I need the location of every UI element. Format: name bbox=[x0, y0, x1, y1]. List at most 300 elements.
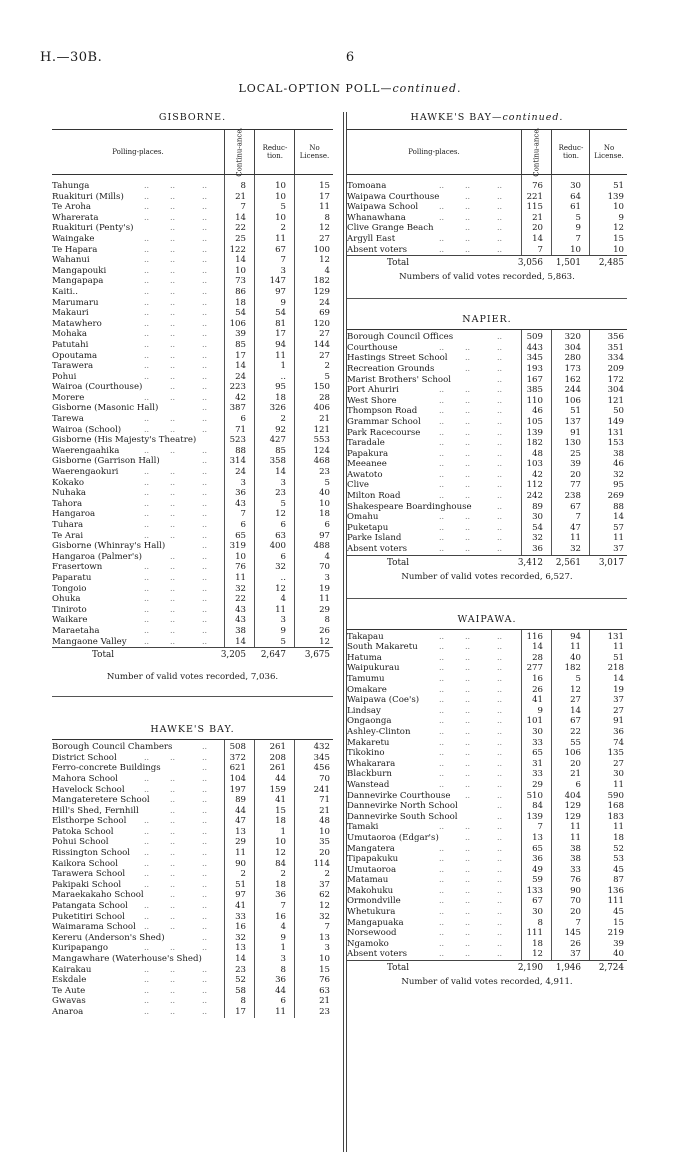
no-license-value: 121 bbox=[313, 424, 330, 435]
reduction-value: 1 bbox=[280, 361, 286, 372]
no-license-value: 488 bbox=[313, 541, 330, 552]
header-continuance-right: Continu-ance. bbox=[532, 127, 541, 177]
reduction-value: .. bbox=[280, 371, 286, 382]
reduction-value: 10 bbox=[275, 191, 286, 202]
continuance-value: 33 bbox=[532, 737, 543, 748]
reduction-value: 70 bbox=[570, 896, 581, 907]
polling-place-name: Mahora School bbox=[52, 773, 118, 784]
table-row: Tongoio .. .. .. 32 12 19 bbox=[52, 583, 330, 594]
napier-table bbox=[347, 329, 627, 554]
continuance-value: 101 bbox=[526, 716, 543, 727]
table-row: Waipawa School .. .. .. 115 61 10 bbox=[347, 202, 624, 213]
polling-place-name: Paparatu bbox=[52, 572, 92, 583]
reduction-value: 11 bbox=[275, 350, 286, 361]
section-title-gisborne: GISBORNE. bbox=[158, 112, 227, 123]
reduction-value: 261 bbox=[269, 763, 286, 774]
total-continuance: 3,412 bbox=[517, 557, 543, 568]
polling-place-name: Mangapouki bbox=[52, 265, 107, 276]
continuance-value: 43 bbox=[235, 604, 246, 615]
polling-place-name: Mangawhare (Waterhouse's Shed) bbox=[52, 954, 202, 964]
continuance-value: 111 bbox=[526, 928, 543, 939]
no-license-value: 10 bbox=[319, 954, 330, 964]
table-row: Thompson Road .. .. .. 46 51 50 bbox=[347, 406, 624, 417]
table-row: Puketitiri School .. .. .. 33 16 32 bbox=[52, 911, 330, 922]
table-row: Te Arai .. .. .. 65 63 97 bbox=[52, 530, 330, 541]
reduction-value: 47 bbox=[570, 522, 581, 533]
table-row: Morere .. .. .. 42 18 28 bbox=[52, 392, 330, 403]
no-license-value: 71 bbox=[319, 795, 330, 806]
reduction-value: 6 bbox=[575, 779, 581, 790]
polling-place-name: Kaiti.. bbox=[52, 286, 78, 297]
polling-place-name: Port Ahuriri bbox=[347, 385, 399, 396]
no-license-value: 11 bbox=[613, 642, 624, 653]
hawkes-bay-table bbox=[52, 739, 333, 1017]
no-license-value: 27 bbox=[319, 350, 330, 361]
no-license-value: 10 bbox=[319, 826, 330, 837]
no-license-value: 14 bbox=[613, 674, 624, 684]
reduction-value: 7 bbox=[280, 901, 286, 912]
no-license-value: 48 bbox=[319, 816, 330, 827]
no-license-value: 21 bbox=[319, 414, 330, 425]
reduction-value: 7 bbox=[280, 255, 286, 266]
no-license-value: 27 bbox=[613, 758, 624, 769]
total-continuance: 2,190 bbox=[517, 963, 543, 974]
table-row: Shakespeare Boardinghouse .. 89 67 88 bbox=[347, 501, 624, 512]
polling-place-name: Marist Brothers' School bbox=[347, 374, 451, 385]
document-reference: H.—30B. bbox=[40, 50, 103, 65]
no-license-value: 18 bbox=[319, 509, 330, 520]
waipawa-valid-votes: Number of valid votes recorded, 4,911. bbox=[401, 977, 573, 988]
polling-place-name: Hatuma bbox=[347, 652, 382, 663]
reduction-value: 12 bbox=[275, 509, 286, 520]
table-row: Taradale .. .. .. 182 130 153 bbox=[347, 438, 624, 449]
reduction-value: 427 bbox=[269, 435, 286, 446]
gisborne-total-row bbox=[52, 647, 333, 662]
table-row: Milton Road .. .. .. 242 238 269 bbox=[347, 491, 624, 502]
reduction-value: 14 bbox=[275, 467, 286, 478]
no-license-value: 88 bbox=[613, 501, 624, 512]
page-title-continued: continued. bbox=[392, 82, 462, 95]
table-row: Gwavas .. .. .. 8 6 21 bbox=[52, 996, 330, 1007]
reduction-value: 2 bbox=[280, 414, 286, 425]
no-license-value: 37 bbox=[613, 544, 624, 555]
polling-place-name: Te Arai bbox=[52, 530, 84, 541]
reduction-value: 11 bbox=[275, 233, 286, 244]
reduction-value: 23 bbox=[275, 488, 286, 499]
reduction-value: 30 bbox=[570, 181, 581, 191]
header-polling-places: Polling-places. bbox=[112, 147, 164, 156]
no-license-value: 23 bbox=[319, 1006, 330, 1017]
no-license-value: 4 bbox=[324, 551, 330, 562]
table-row: Eskdale .. .. .. 52 36 76 bbox=[52, 975, 330, 986]
continuance-value: 385 bbox=[526, 385, 543, 396]
table-row: Te Hapara .. .. .. 122 67 100 bbox=[52, 244, 330, 255]
continuance-value: 24 bbox=[235, 371, 246, 382]
polling-place-name: Ohuka bbox=[52, 594, 81, 605]
no-license-value: 153 bbox=[607, 438, 624, 449]
table-row: Makaretu .. .. .. 33 55 74 bbox=[347, 737, 624, 748]
continuance-value: 88 bbox=[235, 445, 246, 456]
continuance-value: 12 bbox=[532, 949, 543, 960]
reduction-value: 9 bbox=[575, 223, 581, 234]
continuance-value: 193 bbox=[526, 363, 543, 374]
continuance-value: 43 bbox=[235, 498, 246, 509]
table-row: Ruakituri (Penty's) .. .. 22 2 12 bbox=[52, 223, 330, 234]
table-row: Makohuku .. .. .. 133 90 136 bbox=[347, 885, 624, 896]
continuance-value: 33 bbox=[235, 911, 246, 922]
no-license-value: 27 bbox=[613, 705, 624, 716]
continuance-value: 76 bbox=[235, 562, 246, 573]
table-row: Wanstead .. .. .. 29 6 11 bbox=[347, 779, 624, 790]
reduction-value: 85 bbox=[275, 445, 286, 456]
polling-place-name: Tamumu bbox=[347, 674, 385, 684]
no-license-value: 45 bbox=[613, 907, 624, 918]
no-license-value: 553 bbox=[313, 435, 330, 446]
table-row: Mangapouki .. .. .. 10 3 4 bbox=[52, 265, 330, 276]
no-license-value: 356 bbox=[607, 332, 624, 343]
continuance-value: 197 bbox=[229, 784, 246, 795]
no-license-value: 12 bbox=[319, 223, 330, 234]
polling-place-name: Pakipaki School bbox=[52, 879, 122, 890]
continuance-value: 52 bbox=[235, 975, 246, 986]
continuance-value: 13 bbox=[235, 826, 246, 837]
section-title-hawkes-bay-main: HAWKE'S BAY— bbox=[410, 112, 503, 123]
polling-place-name: Puketitiri School bbox=[52, 911, 125, 922]
table-row: Maraetaha .. .. .. 38 9 26 bbox=[52, 625, 330, 636]
polling-place-name: Hastings Street School bbox=[347, 353, 448, 364]
table-row bbox=[52, 435, 333, 446]
section-rule bbox=[347, 598, 627, 599]
no-license-value: 2 bbox=[324, 869, 330, 880]
polling-place-name: Tomoana bbox=[347, 181, 387, 191]
no-license-value: 114 bbox=[313, 858, 330, 869]
reduction-value: 106 bbox=[564, 748, 581, 759]
no-license-value: 46 bbox=[613, 459, 624, 470]
polling-place-name: Te Hapara bbox=[52, 244, 98, 255]
continuance-value: 139 bbox=[526, 811, 543, 822]
no-license-value: 69 bbox=[319, 308, 330, 319]
polling-place-name: Grammar School bbox=[347, 416, 421, 427]
reduction-value: 63 bbox=[275, 530, 286, 541]
total-label: Total bbox=[387, 557, 410, 568]
no-license-value: 57 bbox=[613, 522, 624, 533]
reduction-value: 10 bbox=[275, 212, 286, 223]
reduction-value: 5 bbox=[575, 212, 581, 223]
reduction-value: 94 bbox=[570, 631, 581, 642]
continuance-value: 42 bbox=[532, 469, 543, 480]
polling-place-name: Umutaoroa bbox=[347, 864, 397, 875]
polling-place-name: Mangaone Valley bbox=[52, 636, 127, 647]
no-license-value: 24 bbox=[319, 297, 330, 308]
polling-place-name: Hangaroa (Palmer's) bbox=[52, 551, 143, 562]
no-license-value: 304 bbox=[607, 385, 624, 396]
total-continuance: 3,056 bbox=[517, 258, 543, 269]
table-row: Whakarara .. .. .. 31 20 27 bbox=[347, 758, 624, 769]
continuance-value: 116 bbox=[526, 631, 543, 642]
reduction-value: 1 bbox=[280, 826, 286, 837]
polling-place-name: West Shore bbox=[347, 395, 397, 406]
reduction-value: 238 bbox=[564, 491, 581, 502]
reduction-value: 54 bbox=[275, 308, 286, 319]
reduction-value: 27 bbox=[570, 695, 581, 706]
continuance-value: 20 bbox=[532, 223, 543, 234]
waipawa-total-row bbox=[347, 960, 627, 975]
total-no-license: 2,724 bbox=[598, 963, 624, 974]
reduction-value: 81 bbox=[275, 318, 286, 329]
polling-place-name: Maraetaha bbox=[52, 625, 100, 636]
continuance-value: 65 bbox=[532, 843, 543, 854]
no-license-value: 10 bbox=[319, 498, 330, 509]
continuance-value: 508 bbox=[229, 742, 246, 753]
no-license-value: 121 bbox=[607, 395, 624, 406]
no-license-value: 91 bbox=[613, 716, 624, 727]
reduction-value: 147 bbox=[269, 276, 286, 287]
continuance-value: 6 bbox=[240, 520, 246, 530]
polling-place-name: Tikokino bbox=[347, 748, 385, 759]
continuance-value: 13 bbox=[532, 832, 543, 843]
polling-place-name: Whakarara bbox=[347, 758, 396, 769]
reduction-value: 32 bbox=[275, 562, 286, 573]
table-row: South Makaretu .. .. .. 14 11 11 bbox=[347, 642, 624, 653]
polling-place-name: Clive bbox=[347, 480, 370, 491]
polling-place-name: Ongaonga bbox=[347, 716, 392, 727]
reduction-value: 6 bbox=[280, 520, 286, 530]
polling-place-name: Gisborne (Masonic Hall) bbox=[52, 403, 159, 414]
polling-place-name: Mangapapa bbox=[52, 276, 104, 287]
no-license-value: 345 bbox=[313, 752, 330, 763]
polling-place-name: Pohui School bbox=[52, 837, 109, 848]
polling-place-name: Patoka School bbox=[52, 826, 114, 837]
continuance-value: 223 bbox=[229, 382, 246, 393]
table-row: Waikare .. .. .. 43 3 8 bbox=[52, 615, 330, 626]
no-license-value: 432 bbox=[313, 742, 330, 753]
table-row: Lindsay .. .. .. 9 14 27 bbox=[347, 705, 624, 716]
no-license-value: 45 bbox=[613, 864, 624, 875]
no-license-value: 97 bbox=[319, 530, 330, 541]
polling-place-name: Recreation Grounds bbox=[347, 363, 435, 374]
reduction-value: 40 bbox=[570, 652, 581, 663]
reduction-value: 51 bbox=[570, 406, 581, 417]
reduction-value: 38 bbox=[570, 843, 581, 854]
reduction-value: 3 bbox=[280, 265, 286, 276]
continuance-value: 54 bbox=[532, 522, 543, 533]
no-license-value: 8 bbox=[324, 615, 330, 626]
table-row: Hill's Shed, Fernhill .. .. 44 15 21 bbox=[52, 805, 330, 816]
table-row: Omahu .. .. .. 30 7 14 bbox=[347, 512, 624, 523]
reduction-value: 9 bbox=[280, 932, 286, 943]
no-license-value: 32 bbox=[613, 469, 624, 480]
continuance-value: 277 bbox=[526, 663, 543, 674]
polling-place-name: Borough Council Offices bbox=[347, 332, 454, 343]
reduction-value: 61 bbox=[570, 202, 581, 213]
table-row: Ohuka .. .. .. 22 4 11 bbox=[52, 594, 330, 605]
polling-place-name: Wharerata bbox=[52, 212, 99, 223]
continuance-value: 49 bbox=[532, 864, 543, 875]
continuance-value: 139 bbox=[526, 427, 543, 438]
polling-place-name: Pohui bbox=[52, 371, 77, 382]
continuance-value: 41 bbox=[235, 901, 246, 912]
reduction-value: 25 bbox=[570, 448, 581, 459]
no-license-value: 241 bbox=[313, 784, 330, 795]
table-row: Ngamoko .. .. .. 18 26 39 bbox=[347, 938, 624, 949]
total-reduction: 1,501 bbox=[555, 258, 581, 269]
polling-place-name: Tipapakuku bbox=[347, 854, 399, 865]
continuance-value: 11 bbox=[235, 848, 246, 859]
reduction-value: 64 bbox=[570, 191, 581, 202]
polling-place-name: Mangatera bbox=[347, 843, 395, 854]
no-license-value: 19 bbox=[613, 684, 624, 695]
reduction-value: 5 bbox=[280, 202, 286, 213]
continuance-value: 10 bbox=[235, 551, 246, 562]
polling-place-name: Mohaka bbox=[52, 329, 87, 340]
reduction-value: 1 bbox=[280, 943, 286, 954]
table-row: Te Aute .. .. .. 58 44 63 bbox=[52, 985, 330, 996]
no-license-value: 9 bbox=[618, 212, 624, 223]
reduction-value: 11 bbox=[570, 642, 581, 653]
table-row: Whanawhana .. .. .. 21 5 9 bbox=[347, 212, 624, 223]
table-row: Ruakituri (Mills) .. .. .. 21 10 17 bbox=[52, 191, 330, 202]
total-label: Total bbox=[92, 650, 115, 661]
continuance-value: 36 bbox=[532, 544, 543, 555]
reduction-value: 39 bbox=[570, 459, 581, 470]
reduction-value: 22 bbox=[570, 726, 581, 737]
continuance-value: 48 bbox=[532, 448, 543, 459]
continuance-value: 14 bbox=[235, 954, 246, 964]
no-license-value: 35 bbox=[319, 837, 330, 848]
table-row: Dannevirke North School .. 84 129 168 bbox=[347, 801, 624, 812]
hawkes-bay-total-row bbox=[347, 255, 627, 270]
continuance-value: 13 bbox=[235, 943, 246, 954]
no-license-value: 27 bbox=[319, 329, 330, 340]
polling-place-name: District School bbox=[52, 752, 117, 763]
table-row: Dannevirke South School .. 139 129 183 bbox=[347, 811, 624, 822]
reduction-value: 130 bbox=[564, 438, 581, 449]
no-license-value: 23 bbox=[319, 467, 330, 478]
no-license-value: 183 bbox=[607, 811, 624, 822]
table-row: Ormondville .. .. .. 67 70 111 bbox=[347, 896, 624, 907]
table-row: Umutaoroa (Edgar's) .. .. 13 11 18 bbox=[347, 832, 624, 843]
table-row: Hatuma .. .. .. 28 40 51 bbox=[347, 652, 624, 663]
table-row: Kereru (Anderson's Shed) .. 32 9 13 bbox=[52, 932, 330, 943]
polling-place-name: Opoutama bbox=[52, 350, 98, 361]
reduction-value: 55 bbox=[570, 737, 581, 748]
continuance-value: 509 bbox=[526, 332, 543, 343]
polling-place-name: Norsewood bbox=[347, 928, 397, 939]
table-row: Nuhaka .. .. .. 36 23 40 bbox=[52, 488, 330, 499]
total-reduction: 1,946 bbox=[555, 963, 581, 974]
table-row: Ashley-Clinton .. .. .. 30 22 36 bbox=[347, 726, 624, 737]
no-license-value: 149 bbox=[607, 416, 624, 427]
reduction-value: 137 bbox=[564, 416, 581, 427]
no-license-value: 37 bbox=[613, 695, 624, 706]
continuance-value: 621 bbox=[229, 763, 246, 774]
no-license-value: 100 bbox=[313, 244, 330, 255]
polling-place-name: Makohuku bbox=[347, 885, 394, 896]
continuance-value: 89 bbox=[235, 795, 246, 806]
header-reduction-right: Reduc-tion. bbox=[551, 130, 590, 174]
polling-place-name: Umutaoroa (Edgar's) bbox=[347, 832, 439, 843]
table-row: Tikokino .. .. .. 65 106 135 bbox=[347, 748, 624, 759]
table-row: Hangaroa .. .. .. 7 12 18 bbox=[52, 509, 330, 520]
no-license-value: 12 bbox=[319, 901, 330, 912]
no-license-value: 12 bbox=[613, 223, 624, 234]
polling-place-name: Patutahi bbox=[52, 339, 89, 350]
no-license-value: 129 bbox=[313, 286, 330, 297]
continuance-value: 18 bbox=[235, 297, 246, 308]
total-no-license: 2,485 bbox=[598, 258, 624, 269]
no-license-value: 40 bbox=[319, 488, 330, 499]
section-title-hawkes-bay-cont: continued. bbox=[502, 112, 564, 123]
no-license-value: 20 bbox=[319, 848, 330, 859]
reduction-value: 67 bbox=[570, 501, 581, 512]
continuance-value: 7 bbox=[537, 822, 543, 833]
table-row: Gisborne (Garrison Hall) .. 314 358 468 bbox=[52, 456, 330, 467]
continuance-value: 7 bbox=[240, 202, 246, 213]
reduction-value: 11 bbox=[570, 832, 581, 843]
table-row: Gisborne (Whinray's Hall) .. 319 400 488 bbox=[52, 541, 330, 552]
polling-place-name: Milton Road bbox=[347, 491, 401, 502]
continuance-value: 31 bbox=[532, 758, 543, 769]
table-row: Waipawa Courthouse .. .. 221 64 139 bbox=[347, 191, 624, 202]
reduction-value: 5 bbox=[280, 498, 286, 509]
polling-place-name: Tarawera School bbox=[52, 869, 126, 880]
table-row: Blackburn .. .. .. 33 21 30 bbox=[347, 769, 624, 780]
reduction-value: 244 bbox=[564, 385, 581, 396]
polling-place-name: Blackburn bbox=[347, 769, 392, 780]
table-row: Mangapapa .. .. .. 73 147 182 bbox=[52, 276, 330, 287]
continuance-value: 8 bbox=[240, 996, 246, 1007]
table-row: Omakare .. .. .. 26 12 19 bbox=[347, 684, 624, 695]
polling-place-name: Ruakituri (Mills) bbox=[52, 191, 124, 202]
no-license-value: 21 bbox=[319, 996, 330, 1007]
table-row: Ongaonga .. .. .. 101 67 91 bbox=[347, 716, 624, 727]
table-row: Mangaone Valley .. .. .. 14 5 12 bbox=[52, 636, 330, 647]
reduction-value: 280 bbox=[564, 353, 581, 364]
reduction-value: 173 bbox=[564, 363, 581, 374]
table-row: Argyll East .. .. .. 14 7 15 bbox=[347, 233, 624, 244]
no-license-value: 18 bbox=[613, 832, 624, 843]
table-row: Umutaoroa .. .. .. 49 33 45 bbox=[347, 864, 624, 875]
table-row: Matamau .. .. .. 59 76 87 bbox=[347, 875, 624, 886]
polling-place-name: Awatoto bbox=[347, 469, 383, 480]
continuance-value: 11 bbox=[235, 572, 246, 583]
no-license-value: 10 bbox=[613, 244, 624, 255]
no-license-value: 28 bbox=[319, 392, 330, 403]
continuance-value: 14 bbox=[532, 642, 543, 653]
continuance-value: 33 bbox=[532, 769, 543, 780]
polling-place-name: Ashley-Clinton bbox=[347, 726, 411, 737]
continuance-value: 387 bbox=[229, 403, 246, 414]
continuance-value: 21 bbox=[235, 191, 246, 202]
no-license-value: 32 bbox=[319, 911, 330, 922]
table-row: Norsewood .. .. .. 111 145 219 bbox=[347, 928, 624, 939]
continuance-value: 22 bbox=[235, 223, 246, 234]
reduction-value: 21 bbox=[570, 769, 581, 780]
polling-place-name: Thompson Road bbox=[347, 406, 418, 417]
reduction-value: 36 bbox=[275, 975, 286, 986]
table-row: Clive .. .. .. 112 77 95 bbox=[347, 480, 624, 491]
continuance-value: 104 bbox=[229, 773, 246, 784]
reduction-value: 208 bbox=[269, 752, 286, 763]
header-continuance: Continu-ance. bbox=[235, 127, 244, 177]
continuance-value: 90 bbox=[235, 858, 246, 869]
reduction-value: 9 bbox=[280, 625, 286, 636]
reduction-value: 37 bbox=[570, 949, 581, 960]
table-row: Havelock School .. .. .. 197 159 241 bbox=[52, 784, 330, 795]
continuance-value: 3 bbox=[240, 477, 246, 488]
section-title-napier: NAPIER. bbox=[462, 314, 512, 326]
table-row: Tuhara .. .. .. 6 6 6 bbox=[52, 520, 330, 530]
